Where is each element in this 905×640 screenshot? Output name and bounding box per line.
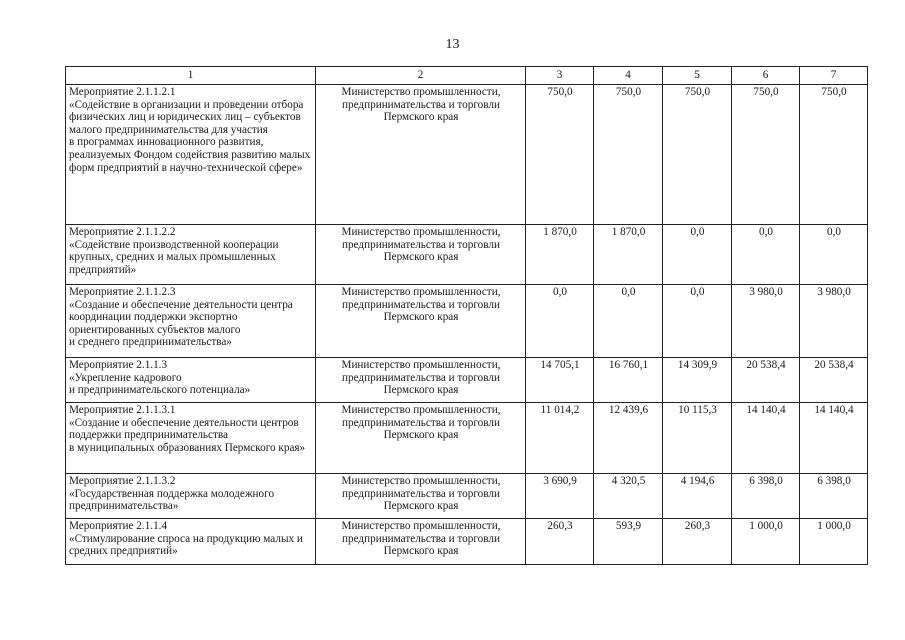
table-row bbox=[66, 85, 868, 225]
executor-cell: Министерство промышленности, предпринимательства и торговли Пермского края bbox=[316, 358, 526, 403]
value-cell: 6 398,0 bbox=[732, 474, 800, 519]
value-cell: 12 439,6 bbox=[594, 403, 663, 474]
value-cell: 0,0 bbox=[732, 225, 800, 285]
executor-cell: Министерство промышленности, предпринимательства и торговли Пермского края bbox=[316, 225, 526, 285]
value-cell: 1 870,0 bbox=[526, 225, 594, 285]
value-cell: 20 538,4 bbox=[800, 358, 868, 403]
table-row bbox=[66, 358, 868, 403]
executor-cell: Министерство промышленности, предпринимательства и торговли Пермского края bbox=[316, 474, 526, 519]
table-row bbox=[66, 519, 868, 565]
value-cell: 1 000,0 bbox=[800, 519, 868, 565]
value-cell: 11 014,2 bbox=[526, 403, 594, 474]
value-cell: 16 760,1 bbox=[594, 358, 663, 403]
value-cell: 0,0 bbox=[526, 285, 594, 358]
value-cell: 14 705,1 bbox=[526, 358, 594, 403]
table-row bbox=[66, 285, 868, 358]
header-row bbox=[66, 67, 868, 85]
value-cell: 260,3 bbox=[663, 519, 732, 565]
value-cell: 14 140,4 bbox=[800, 403, 868, 474]
executor-cell: Министерство промышленности, предпринимательства и торговли Пермского края bbox=[316, 519, 526, 565]
page-number: 13 bbox=[445, 37, 460, 52]
value-cell: 750,0 bbox=[594, 85, 663, 225]
column-header: 2 bbox=[316, 67, 526, 85]
value-cell: 3 980,0 bbox=[800, 285, 868, 358]
value-cell: 0,0 bbox=[594, 285, 663, 358]
measure-cell: Мероприятие 2.1.1.3 «Укрепление кадрового и предпринимательского потенциала» bbox=[66, 358, 316, 403]
column-header: 7 bbox=[800, 67, 868, 85]
measure-cell: Мероприятие 2.1.1.2.2 «Содействие производственной кооперации крупных, средних и малых промышленных предприятий» bbox=[66, 225, 316, 285]
measure-cell: Мероприятие 2.1.1.3.1 «Создание и обеспечение деятельности центров поддержки предпринимательства в муниципальных образованиях Пермского края» bbox=[66, 403, 316, 474]
measure-cell: Мероприятие 2.1.1.2.3 «Создание и обеспечение деятельности центра координации поддержки экспортно ориентированных субъектов малого и среднего предпринимательства» bbox=[66, 285, 316, 358]
budget-table bbox=[65, 66, 868, 565]
column-header: 1 bbox=[66, 67, 316, 85]
value-cell: 0,0 bbox=[663, 225, 732, 285]
value-cell: 3 980,0 bbox=[732, 285, 800, 358]
value-cell: 0,0 bbox=[800, 225, 868, 285]
column-header: 4 bbox=[594, 67, 663, 85]
value-cell: 4 194,6 bbox=[663, 474, 732, 519]
value-cell: 593,9 bbox=[594, 519, 663, 565]
value-cell: 750,0 bbox=[800, 85, 868, 225]
executor-cell: Министерство промышленности, предпринимательства и торговли Пермского края bbox=[316, 285, 526, 358]
value-cell: 14 140,4 bbox=[732, 403, 800, 474]
value-cell: 20 538,4 bbox=[732, 358, 800, 403]
value-cell: 1 870,0 bbox=[594, 225, 663, 285]
value-cell: 4 320,5 bbox=[594, 474, 663, 519]
value-cell: 10 115,3 bbox=[663, 403, 732, 474]
value-cell: 1 000,0 bbox=[732, 519, 800, 565]
value-cell: 750,0 bbox=[526, 85, 594, 225]
measure-cell: Мероприятие 2.1.1.2.1 «Содействие в организации и проведении отбора физических лиц и юридических лиц – субъектов малого предпринимательства для участия в программах инновационного развития, реализуемых Фондом содействия развитию малых форм предприятий в научно-технической сфере» bbox=[66, 85, 316, 225]
value-cell: 260,3 bbox=[526, 519, 594, 565]
table-row bbox=[66, 225, 868, 285]
value-cell: 750,0 bbox=[732, 85, 800, 225]
value-cell: 750,0 bbox=[663, 85, 732, 225]
column-header: 6 bbox=[732, 67, 800, 85]
measure-cell: Мероприятие 2.1.1.3.2 «Государственная поддержка молодежного предпринимательства» bbox=[66, 474, 316, 519]
value-cell: 6 398,0 bbox=[800, 474, 868, 519]
executor-cell: Министерство промышленности, предпринимательства и торговли Пермского края bbox=[316, 85, 526, 225]
table-row bbox=[66, 403, 868, 474]
value-cell: 14 309,9 bbox=[663, 358, 732, 403]
table-row bbox=[66, 474, 868, 519]
value-cell: 3 690,9 bbox=[526, 474, 594, 519]
value-cell: 0,0 bbox=[663, 285, 732, 358]
column-header: 5 bbox=[663, 67, 732, 85]
executor-cell: Министерство промышленности, предпринимательства и торговли Пермского края bbox=[316, 403, 526, 474]
column-header: 3 bbox=[526, 67, 594, 85]
measure-cell: Мероприятие 2.1.1.4 «Стимулирование спроса на продукцию малых и средних предприятий» bbox=[66, 519, 316, 565]
